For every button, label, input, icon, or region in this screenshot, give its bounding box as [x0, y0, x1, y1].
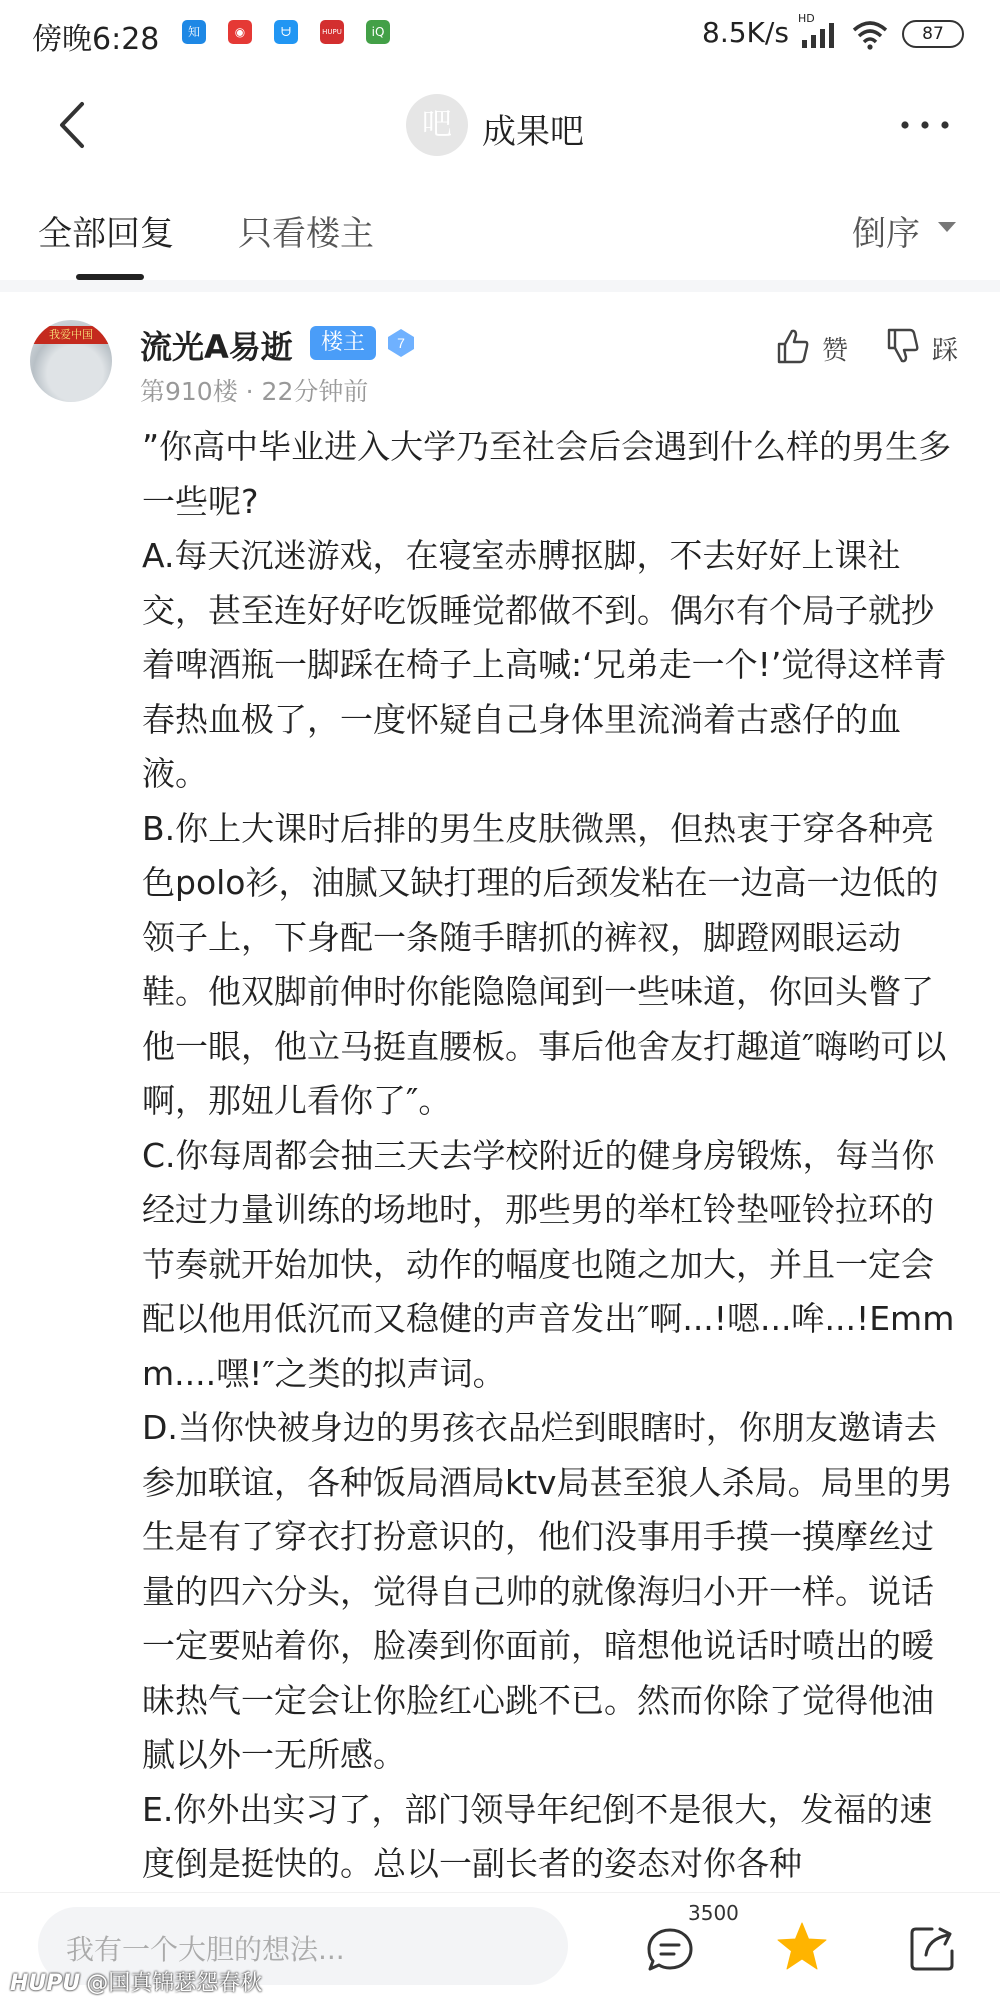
status-time: 傍晚6:28 [32, 22, 160, 57]
comment-count: 3500 [688, 1901, 739, 1925]
tab-host-only[interactable]: 只看楼主 [238, 214, 374, 254]
more-options-icon[interactable] [900, 120, 950, 130]
post-content [142, 420, 962, 1892]
forum-name[interactable]: 成果吧 [482, 112, 584, 152]
network-type-label: HD [798, 12, 815, 25]
watermark-brand: HUPU [10, 1971, 81, 1996]
hupu-app-icon: HUPU [320, 20, 344, 44]
watermark [10, 1966, 262, 1997]
comment-icon[interactable] [646, 1927, 694, 1973]
reply-filter-tabs [0, 190, 1000, 280]
sort-order-button[interactable]: 倒序 [852, 214, 920, 254]
signal-icon [800, 22, 840, 48]
dislike-label[interactable]: 踩 [932, 336, 959, 366]
share-icon[interactable] [908, 1925, 956, 1973]
chat-app-icon: ᗨ [274, 20, 298, 44]
nav-bar [0, 70, 1000, 180]
post-paragraph: ”你高中毕业进入大学乃至社会后会遇到什么样的男生多一些呢? [142, 427, 952, 521]
watermark-user: @国真锦瑟怨春秋 [86, 1971, 263, 1996]
favorite-star-icon[interactable] [776, 1921, 828, 1971]
post-paragraph: B.你上大课时后排的男生皮肤微黑，但热衷于穿各种亮色polo衫，油腻又缺打理的后颈发粘在一边高一边低的领子上，下身配一条随手瞎抓的裤衩，脚蹬网眼运动鞋。他双脚前伸时你能隐隐闻到一些味道，你回头瞥了他一眼，他立马挺直腰板。事后他舍友打趣道″嗨哟可以啊，那妞儿看你了″。 [142, 808, 947, 1120]
status-bar [0, 0, 1000, 70]
section-divider [0, 280, 1000, 292]
author-name[interactable]: 流光A易逝 [140, 328, 293, 366]
thumbs-up-icon[interactable] [776, 328, 810, 364]
forum-avatar[interactable]: 吧 [406, 94, 468, 156]
wifi-icon [852, 20, 888, 50]
iqiyi-app-icon: iQ [366, 20, 390, 44]
reply-placeholder: 我有一个大胆的想法... [66, 1933, 345, 1966]
tab-all-replies[interactable]: 全部回复 [38, 214, 174, 254]
post-meta: 第910楼 · 22分钟前 [140, 377, 369, 406]
author-avatar[interactable] [30, 320, 112, 402]
thumbs-down-icon[interactable] [886, 328, 920, 364]
host-badge: 楼主 [310, 326, 376, 360]
post-paragraph: D.当你快被身边的男孩衣品烂到眼瞎时，你朋友邀请去参加联谊，各种饭局酒局ktv局甚至狼人杀局。局里的男生是有了穿衣打扮意识的，他们没事用手摸一摸摩丝过量的四六分头，觉得自己帅的就像海归小开一样。说话一定要贴着你，脸凑到你面前，暗想他说话时喷出的暧昧热气一定会让你脸红心跳不已。然而你除了觉得他油腻以外一无所感。 [142, 1408, 953, 1774]
level-badge-icon [386, 328, 416, 358]
sort-dropdown-icon[interactable] [938, 222, 956, 232]
avatar-banner-text: 我爱中国 [30, 326, 112, 344]
weibo-app-icon: ◉ [228, 20, 252, 44]
battery-indicator: 87 [902, 20, 964, 48]
post-paragraph: E.你外出实习了，部门领导年纪倒不是很大，发福的速度倒是挺快的。总以一副长者的姿态对你各种 [142, 1789, 933, 1883]
network-speed: 8.5K/s [702, 16, 789, 49]
like-label[interactable]: 赞 [822, 336, 849, 366]
reply-post [0, 292, 1000, 1892]
zhihu-app-icon: 知 [182, 20, 206, 44]
post-paragraph: C.你每周都会抽三天去学校附近的健身房锻炼，每当你经过力量训练的场地时，那些男的举杠铃垫哑铃拉环的节奏就开始加快，动作的幅度也随之加大，并且一定会配以他用低沉而又稳健的声音发出″啊...!嗯...哞...!Emmm....嘿!″之类的拟声词。 [142, 1135, 955, 1393]
back-arrow-icon[interactable] [52, 100, 92, 150]
post-paragraph: A.每天沉迷游戏，在寝室赤膊抠脚，不去好好上课社交，甚至连好好吃饭睡觉都做不到。偶尔有个局子就抄着啤酒瓶一脚踩在椅子上高喊:‘兄弟走一个!’觉得这样青春热血极了，一度怀疑自己身体里流淌着古惑仔的血液。 [142, 536, 947, 793]
level-number: 7 [397, 335, 405, 351]
